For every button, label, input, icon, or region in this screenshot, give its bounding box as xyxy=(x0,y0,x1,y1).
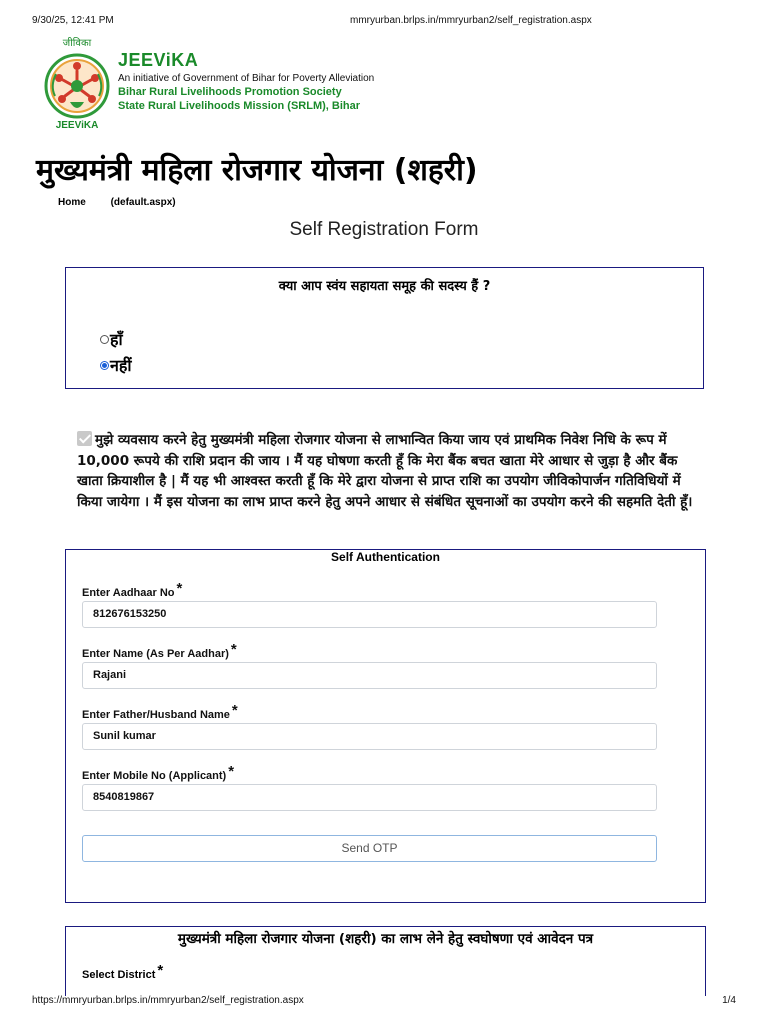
declaration-title: मुख्यमंत्री महिला रोजगार योजना (शहरी) का लाभ लेने हेतु स्वघोषणा एवं आवेदन पत्र xyxy=(177,931,594,947)
page-number: 1/4 xyxy=(722,995,736,1006)
name-label xyxy=(82,641,237,660)
declaration-box xyxy=(65,926,706,996)
required-mark: * xyxy=(228,763,235,780)
name-input[interactable]: Rajani xyxy=(82,662,657,689)
name-label-text: Enter Name (As Per Aadhar) xyxy=(82,648,229,660)
aadhaar-input[interactable]: 812676153250 xyxy=(82,601,657,628)
aadhaar-label xyxy=(82,580,182,599)
brand-block xyxy=(118,50,374,112)
consent-checkbox[interactable] xyxy=(77,431,92,446)
print-url: mmryurban.brlps.in/mmryurban2/self_registration.aspx xyxy=(350,15,592,26)
page-title: मुख्यमंत्री महिला रोजगार योजना (शहरी) xyxy=(36,153,478,188)
required-mark: * xyxy=(176,580,183,597)
radio-no-label: नहीं xyxy=(110,356,132,375)
print-datetime: 9/30/25, 12:41 PM xyxy=(32,15,114,26)
print-footer-url: https://mmryurban.brlps.in/mmryurban2/self_registration.aspx xyxy=(32,995,304,1006)
shg-option-no[interactable] xyxy=(100,354,132,376)
home-link-href[interactable]: (default.aspx) xyxy=(110,197,176,208)
required-mark: * xyxy=(230,641,237,658)
father-husband-input[interactable]: Sunil kumar xyxy=(82,723,657,750)
consent-text: मुझे व्यवसाय करने हेतु मुख्यमंत्री महिला रोजगार योजना से लाभान्वित किया जाय एवं प्राथमिक निवेश निधि के रूप में 10,000 रूपये की राशि प्रदान की जाय । मैं यह घोषणा करती हूँ कि मेरा बैंक बचत खाता मेरे आधार से जुड़ा है और बैंक खाता क्रियाशील है | मैं यह भी आश्वस्त करती हूँ कि मेरे द्वारा योजना से प्राप्त राशि का उपयोग जीविकोपार्जन गतिविधियों में किया जायेगा । मैं इस योजना का लाभ प्राप्त करने हेतु अपने आधार से संबंधित सूचनाओं का उपयोग करने की सहमति देती हूँ। xyxy=(77,432,693,510)
top-nav xyxy=(58,197,198,208)
self-authentication-box xyxy=(65,549,706,903)
required-mark: * xyxy=(157,962,164,979)
logo-bottom-text: JEEViKA xyxy=(55,120,99,131)
logo-top-text: जीविका xyxy=(62,38,92,49)
consent-block xyxy=(77,430,697,512)
aadhaar-label-text: Enter Aadhaar No xyxy=(82,587,175,599)
mobile-label xyxy=(82,763,234,782)
father-husband-label xyxy=(82,702,238,721)
form-title: Self Registration Form xyxy=(289,219,479,240)
print-header xyxy=(32,15,736,29)
shg-option-yes[interactable] xyxy=(100,328,123,350)
send-otp-button[interactable]: Send OTP xyxy=(82,835,657,862)
brand-name: JEEViKA xyxy=(118,50,199,70)
select-district-label xyxy=(82,962,163,981)
home-link[interactable]: Home xyxy=(58,197,86,208)
jeevika-logo xyxy=(40,36,114,132)
required-mark: * xyxy=(231,702,238,719)
auth-section-title: Self Authentication xyxy=(331,550,440,564)
radio-yes-label: हाँ xyxy=(110,330,123,349)
print-footer xyxy=(32,995,736,1009)
radio-yes[interactable] xyxy=(100,335,109,344)
mobile-label-text: Enter Mobile No (Applicant) xyxy=(82,770,227,782)
father-husband-label-text: Enter Father/Husband Name xyxy=(82,709,230,721)
select-district-label-text: Select District xyxy=(82,969,156,981)
jeevika-emblem-icon xyxy=(40,36,114,132)
brand-tagline: An initiative of Government of Bihar for Poverty Alleviation xyxy=(118,73,375,84)
mobile-input[interactable]: 8540819867 xyxy=(82,784,657,811)
radio-no[interactable] xyxy=(100,361,109,370)
shg-question-box xyxy=(65,267,704,389)
brand-mission: State Rural Livelihoods Mission (SRLM), Bihar xyxy=(118,100,361,112)
shg-question: क्या आप स्वंय सहायता समूह की सदस्य हैं ? xyxy=(278,279,491,294)
brand-society: Bihar Rural Livelihoods Promotion Society xyxy=(118,86,342,98)
